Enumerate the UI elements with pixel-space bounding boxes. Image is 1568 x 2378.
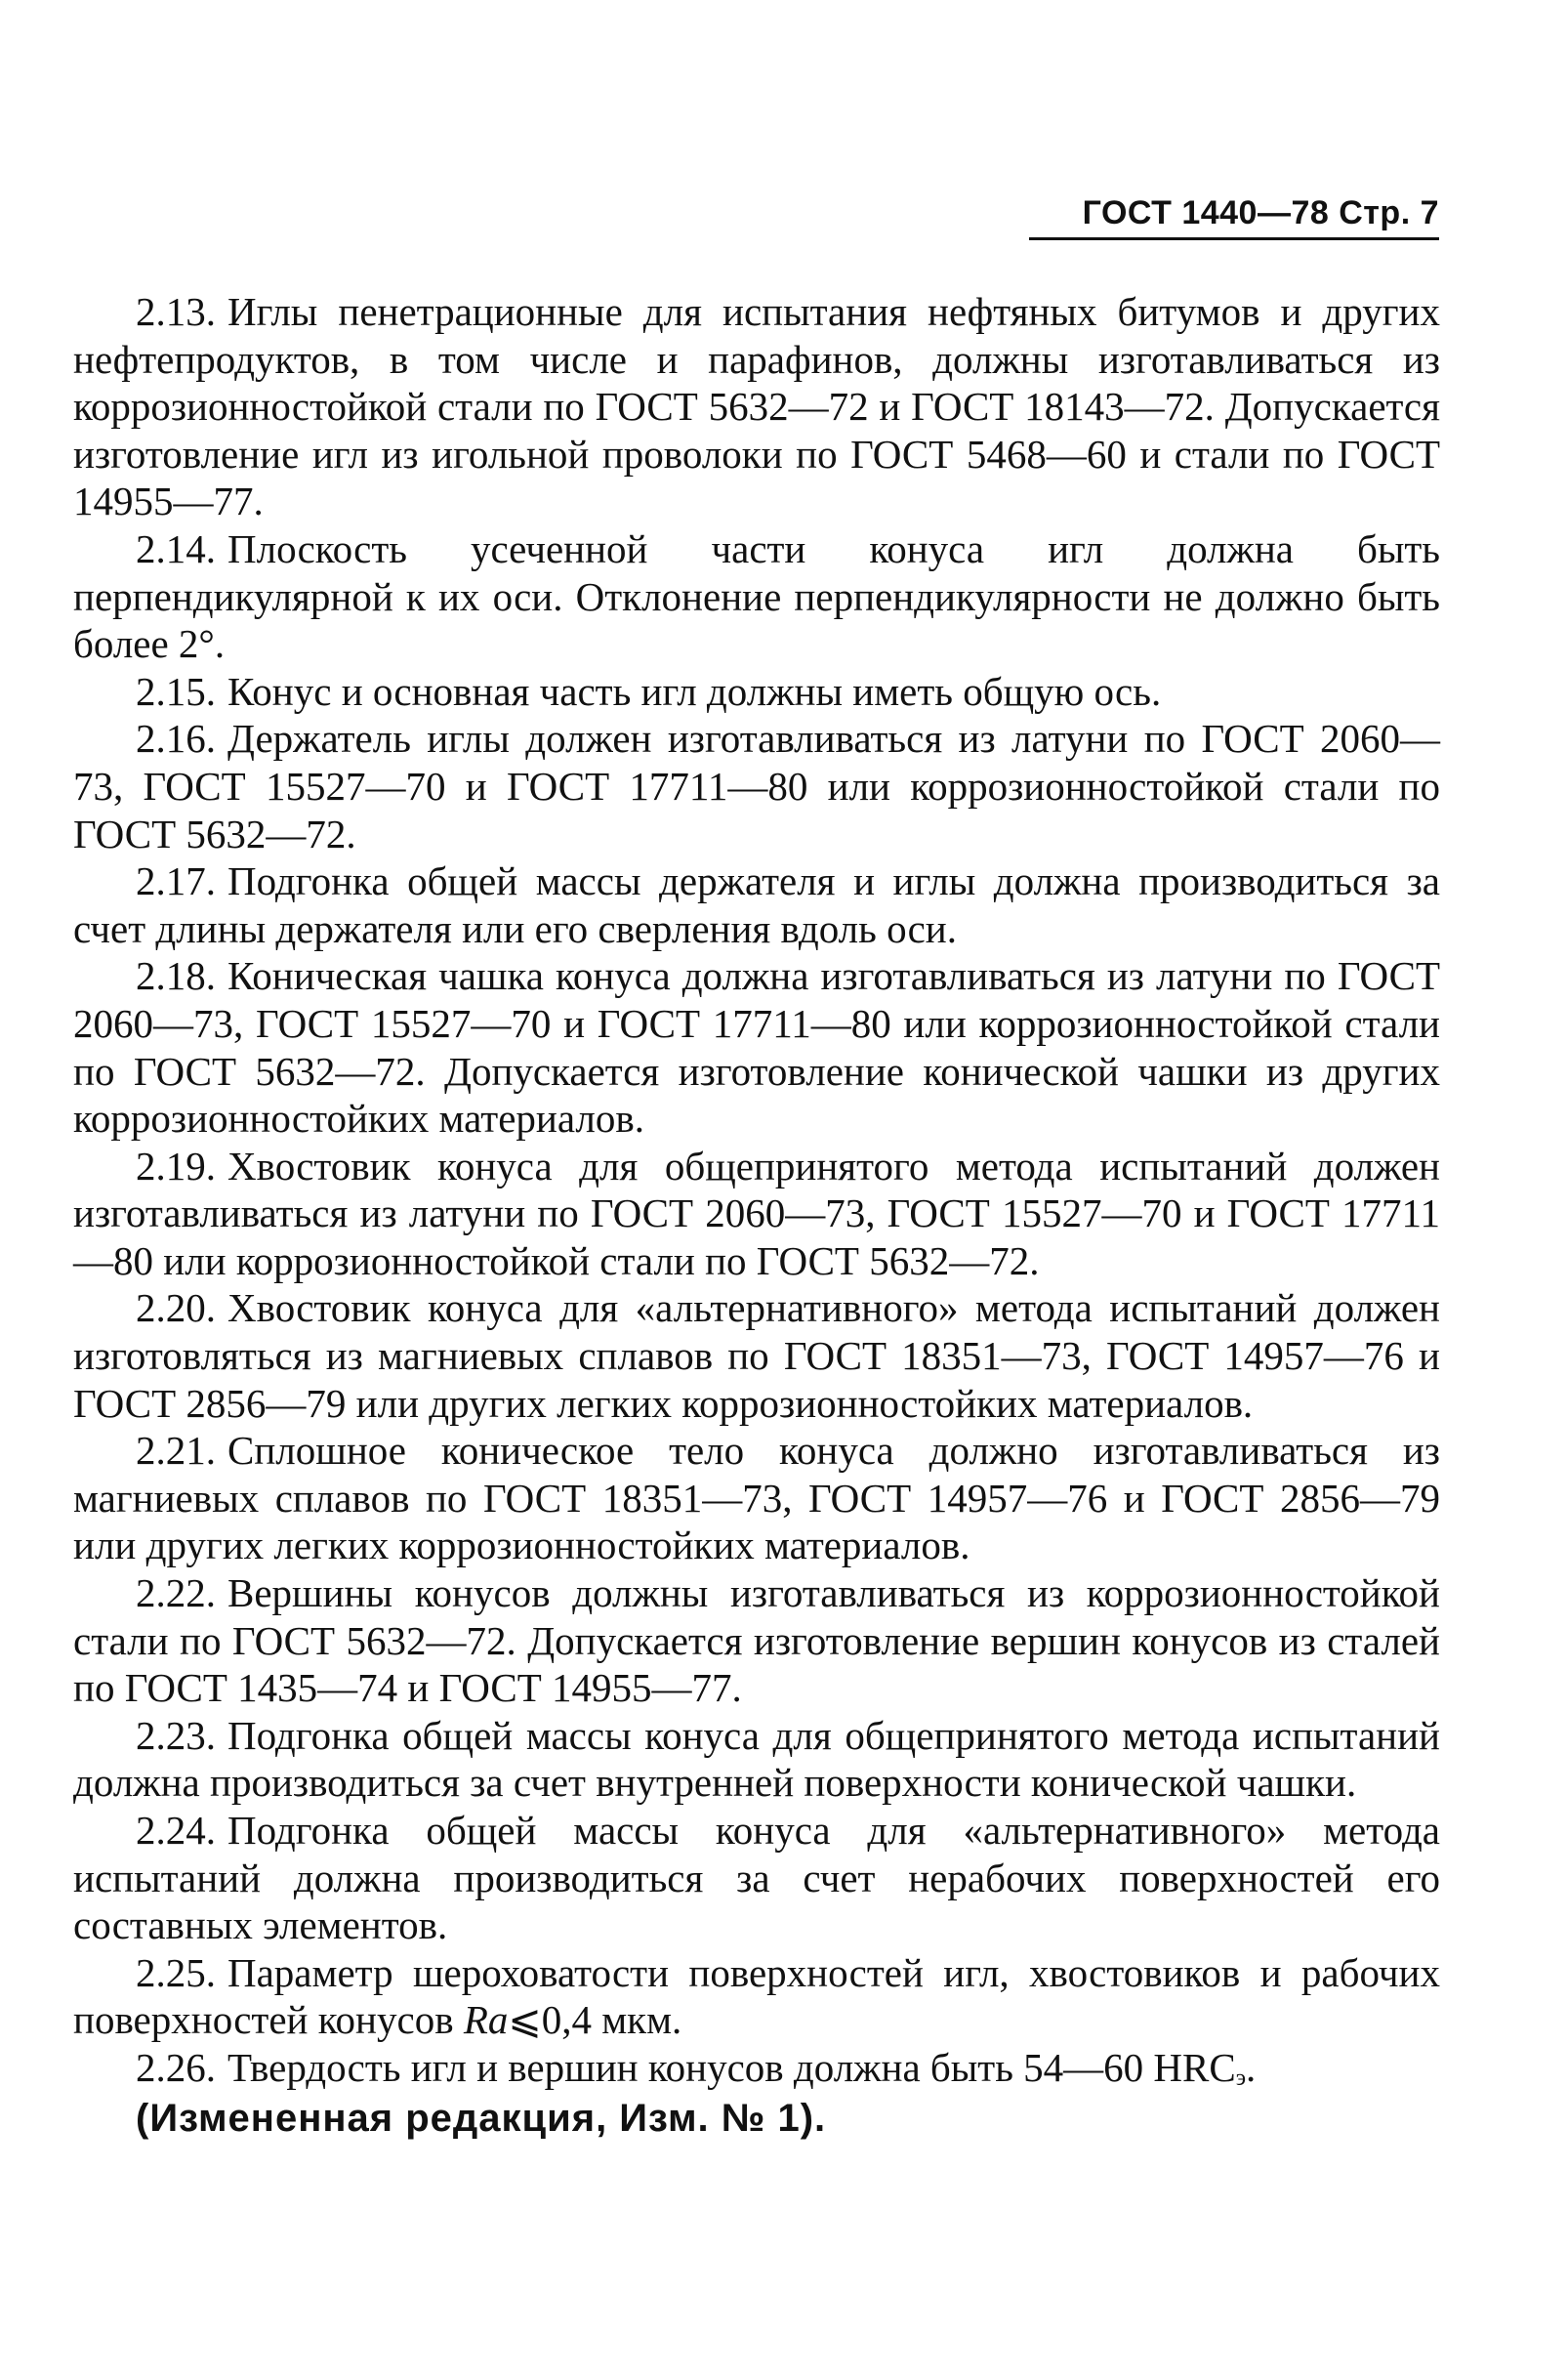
- paragraph-number: 2.26.: [136, 2044, 216, 2090]
- paragraph-text: Коническая чашка конуса должна изготавливаться из латуни по ГОСТ 2060—73, ГОСТ 15527—70 и ГОСТ 17711—80 или коррозионностойкой стали по ГОСТ 5632—72. Допускается изготовление конической чашки из других коррозионностойких материалов.: [73, 953, 1440, 1142]
- paragraph-2-26: [73, 2044, 1440, 2092]
- paragraph-number: 2.17.: [136, 858, 216, 904]
- paragraph-text: Хвостовик конуса для общепринятого метода испытаний должен изготавливаться из латуни по ГОСТ 2060—73, ГОСТ 15527—70 и ГОСТ 17711—80 или коррозионностойкой стали по ГОСТ 5632—72.: [73, 1143, 1440, 1283]
- document-body: [73, 288, 1440, 2143]
- paragraph-2-17: [73, 857, 1440, 952]
- paragraph-text: Подгонка общей массы конуса для «альтернативного» метода испытаний должна производиться за счет нерабочих поверхностей его составных элементов.: [73, 1808, 1440, 1948]
- paragraph-number: 2.25.: [136, 1949, 216, 1995]
- paragraph-number: 2.13.: [136, 289, 216, 334]
- paragraph-text: Плоскость усеченной части конуса игл должна быть перпендикулярной к их оси. Отклонение перпендикулярности не должно быть более 2°.: [73, 525, 1440, 667]
- paragraph-text-end: .: [1246, 2044, 1257, 2090]
- paragraph-number: 2.18.: [136, 953, 216, 999]
- paragraph-number: 2.20.: [136, 1285, 216, 1331]
- paragraph-number: 2.24.: [136, 1808, 216, 1853]
- paragraph-text: Конус и основная часть игл должны иметь общую ось.: [227, 668, 1162, 714]
- page-header-text: ГОСТ 1440—78 Стр. 7: [1082, 194, 1439, 231]
- paragraph-2-18: [73, 952, 1440, 1142]
- paragraph-number: 2.19.: [136, 1143, 216, 1189]
- paragraph-number: 2.16.: [136, 716, 216, 762]
- paragraph-text: Подгонка общей массы конуса для общепринятого метода испытаний должна производиться за счет внутренней поверхности конической чашки.: [73, 1712, 1440, 1806]
- paragraph-text: Сплошное коническое тело конуса должно изготавливаться из магниевых сплавов по ГОСТ 18351—73, ГОСТ 14957—76 и ГОСТ 2856—79 или других легких коррозионностойких материалов.: [73, 1428, 1440, 1568]
- paragraph-2-22: [73, 1569, 1440, 1712]
- paragraph-number: 2.15.: [136, 668, 216, 714]
- paragraph-2-14: [73, 525, 1440, 668]
- paragraph-text: Хвостовик конуса для «альтернативного» метода испытаний должен изготовляться из магниевых сплавов по ГОСТ 18351—73, ГОСТ 14957—76 и ГОСТ 2856—79 или других легких коррозионностойких материалов.: [73, 1285, 1440, 1426]
- paragraph-number: 2.21.: [136, 1428, 216, 1474]
- hardness-subscript: э: [1235, 2065, 1247, 2091]
- paragraph-2-16: [73, 715, 1440, 857]
- paragraph-number: 2.14.: [136, 525, 216, 571]
- paragraph-number: 2.22.: [136, 1570, 216, 1616]
- page-header: [1029, 191, 1439, 234]
- paragraph-text: Вершины конусов должны изготавливаться из коррозионностойкой стали по ГОСТ 5632—72. Допускается изготовление вершин конусов из сталей по ГОСТ 1435—74 и ГОСТ 14955—77.: [73, 1570, 1440, 1711]
- paragraph-2-23: [73, 1712, 1440, 1807]
- paragraph-2-21: [73, 1427, 1440, 1569]
- paragraph-2-20: [73, 1284, 1440, 1427]
- header-rule: [1029, 237, 1439, 240]
- paragraph-text: Подгонка общей массы держателя и иглы должна производиться за счет длины держателя или его сверления вдоль оси.: [73, 858, 1440, 951]
- paragraph-2-25: [73, 1949, 1440, 2044]
- paragraph-2-13: [73, 288, 1440, 525]
- paragraph-2-19: [73, 1143, 1440, 1285]
- paragraph-text-end: ⩽0,4 мкм.: [508, 1997, 682, 2043]
- paragraph-text: Твердость игл и вершин конусов должна быть 54—60 HRC: [227, 2044, 1236, 2090]
- amendment-note: (Измененная редакция, Изм. № 1).: [136, 2096, 827, 2140]
- roughness-symbol: Ra: [463, 1997, 509, 2043]
- paragraph-number: 2.23.: [136, 1712, 216, 1758]
- paragraph-text: Держатель иглы должен изготавливаться из латуни по ГОСТ 2060—73, ГОСТ 15527—70 и ГОСТ 17711—80 или коррозионностойкой стали по ГОСТ 5632—72.: [73, 716, 1440, 856]
- paragraph-2-15: [73, 668, 1440, 716]
- paragraph-text: Параметр шероховатости поверхностей игл, хвостовиков и рабочих поверхностей конусов: [73, 1949, 1440, 2043]
- paragraph-2-24: [73, 1807, 1440, 1949]
- paragraph-text: Иглы пенетрационные для испытания нефтяных битумов и других нефтепродуктов, в том числе и парафинов, должны изготавливаться из коррозионностойкой стали по ГОСТ 5632—72 и ГОСТ 18143—72. Допускается изготовление игл из игольной проволоки по ГОСТ 5468—60 и стали по ГОСТ 14955—77.: [73, 289, 1440, 524]
